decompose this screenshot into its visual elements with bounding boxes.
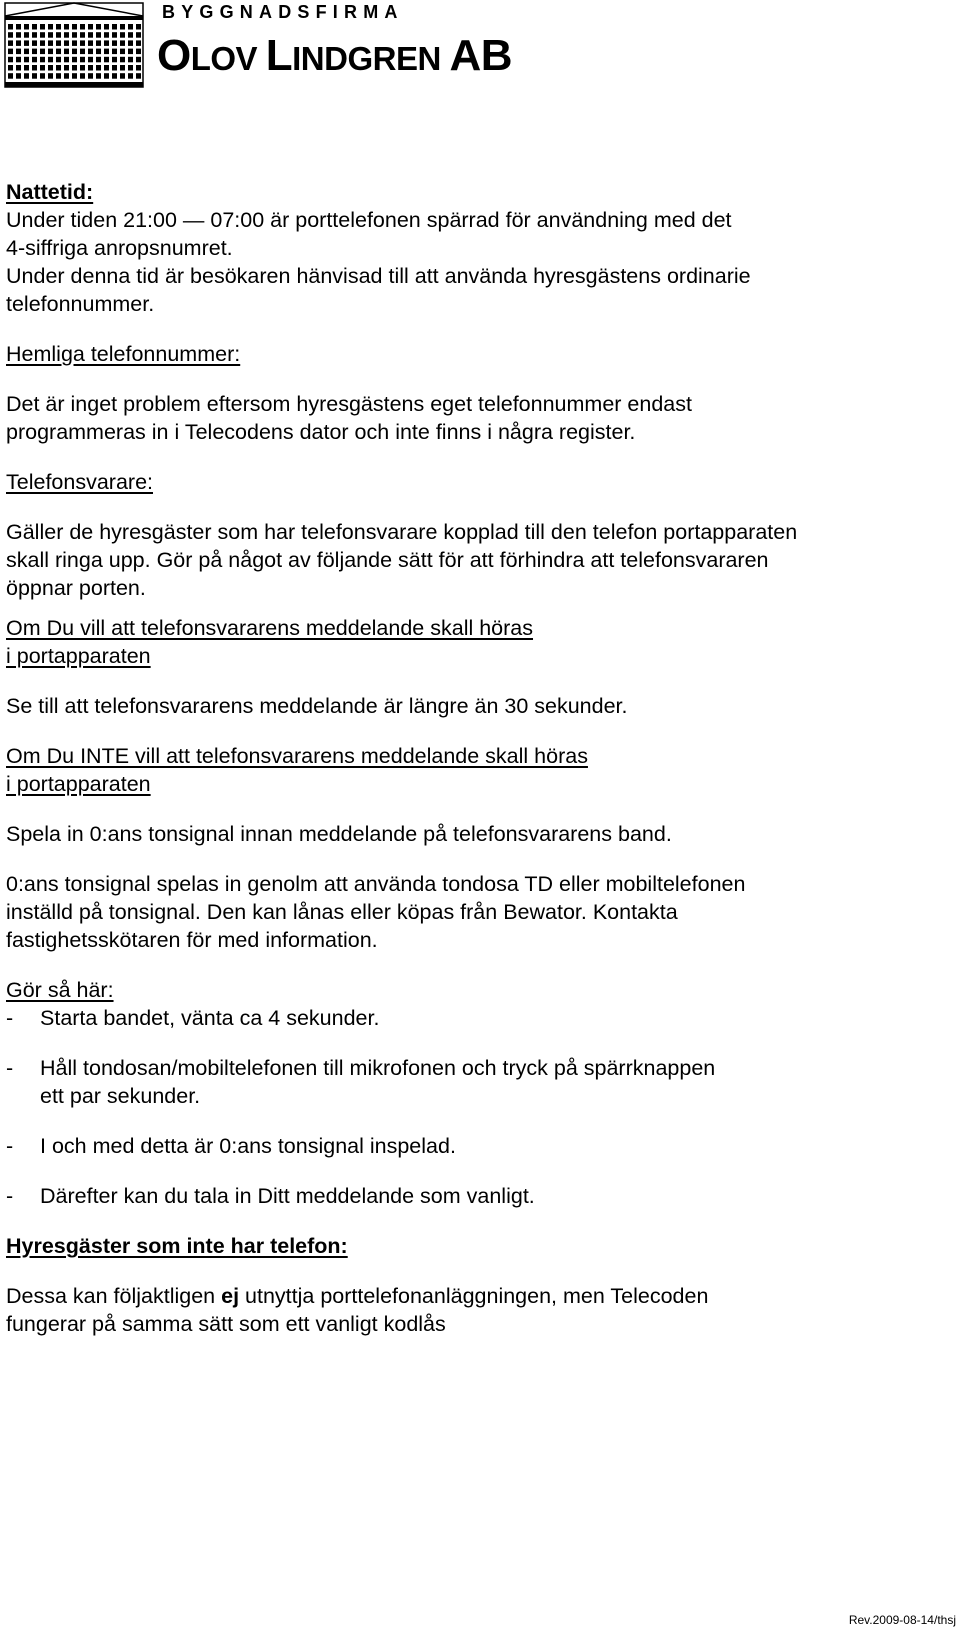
telefonsvarare-line: öppnar porten. bbox=[6, 576, 146, 600]
step-item: - I och med detta är 0:ans tonsignal inspelad. bbox=[6, 1134, 456, 1158]
step-item: - Starta bandet, vänta ca 4 sekunder. bbox=[6, 1006, 380, 1030]
tonsignal-line: inställd på tonsignal. Den kan lånas eller köpas från Bewator. Kontakta bbox=[6, 900, 678, 924]
firm-name: OLOV LINDGREN AB bbox=[157, 31, 513, 80]
document-body bbox=[6, 178, 956, 1338]
nattetid-line: Under denna tid är besökaren hänvisad till att använda hyresgästens ordinarie bbox=[6, 264, 751, 288]
firm-tagline: BYGGNADSFIRMA bbox=[162, 2, 404, 22]
om-inte-text: Spela in 0:ans tonsignal innan meddelande på telefonsvararens band. bbox=[6, 822, 672, 846]
nattetid-heading: Nattetid: bbox=[6, 180, 94, 204]
telefonsvarare-line: Gäller de hyresgäster som har telefonsvarare kopplad till den telefon portapparaten bbox=[6, 520, 798, 544]
building-logo-icon bbox=[4, 2, 144, 88]
tonsignal-line: 0:ans tonsignal spelas in genolm att använda tondosa TD eller mobiltelefonen bbox=[6, 872, 746, 896]
om-heading: i portapparaten bbox=[6, 644, 151, 668]
nattetid-line: telefonnummer. bbox=[6, 292, 155, 316]
tonsignal-line: fastighetsskötaren för med information. bbox=[6, 928, 378, 952]
nattetid-line: 4-siffriga anropsnumret. bbox=[6, 236, 233, 260]
telefonsvarare-line: skall ringa upp. Gör på något av följande sätt för att förhindra att telefonsvararen bbox=[6, 548, 769, 572]
utan-telefon-line: fungerar på samma sätt som ett vanligt kodlås bbox=[6, 1312, 446, 1336]
om-inte-heading: i portapparaten bbox=[6, 772, 151, 796]
hemliga-heading: Hemliga telefonnummer: bbox=[6, 342, 241, 366]
utan-telefon-line: Dessa kan följaktligen ej utnyttja porttelefonanläggningen, men Telecoden bbox=[6, 1284, 709, 1308]
om-inte-heading: Om Du INTE vill att telefonsvararens meddelande skall höras bbox=[6, 744, 588, 768]
revision-label: Rev.2009-08-14/thsj bbox=[848, 1613, 956, 1627]
hemliga-line: Det är inget problem eftersom hyresgästens eget telefonnummer endast bbox=[6, 392, 692, 416]
nattetid-line: Under tiden 21:00 — 07:00 är porttelefonen spärrad för användning med det bbox=[6, 208, 732, 232]
hemliga-line: programmeras in i Telecodens dator och inte finns i några register. bbox=[6, 420, 636, 444]
step-item: - Därefter kan du tala in Ditt meddelande som vanligt. bbox=[6, 1184, 535, 1208]
letterhead bbox=[0, 0, 513, 90]
om-heading: Om Du vill att telefonsvararens meddelande skall höras bbox=[6, 616, 534, 640]
telefonsvarare-heading: Telefonsvarare: bbox=[6, 470, 153, 494]
utan-telefon-heading: Hyresgäster som inte har telefon: bbox=[6, 1234, 348, 1258]
step-item: - Håll tondosan/mobiltelefonen till mikrofonen och tryck på spärrknappen ett par sekunder. bbox=[6, 1056, 716, 1108]
om-text: Se till att telefonsvararens meddelande är längre än 30 sekunder. bbox=[6, 694, 628, 718]
gor-sa-har-heading: Gör så här: bbox=[6, 978, 114, 1002]
